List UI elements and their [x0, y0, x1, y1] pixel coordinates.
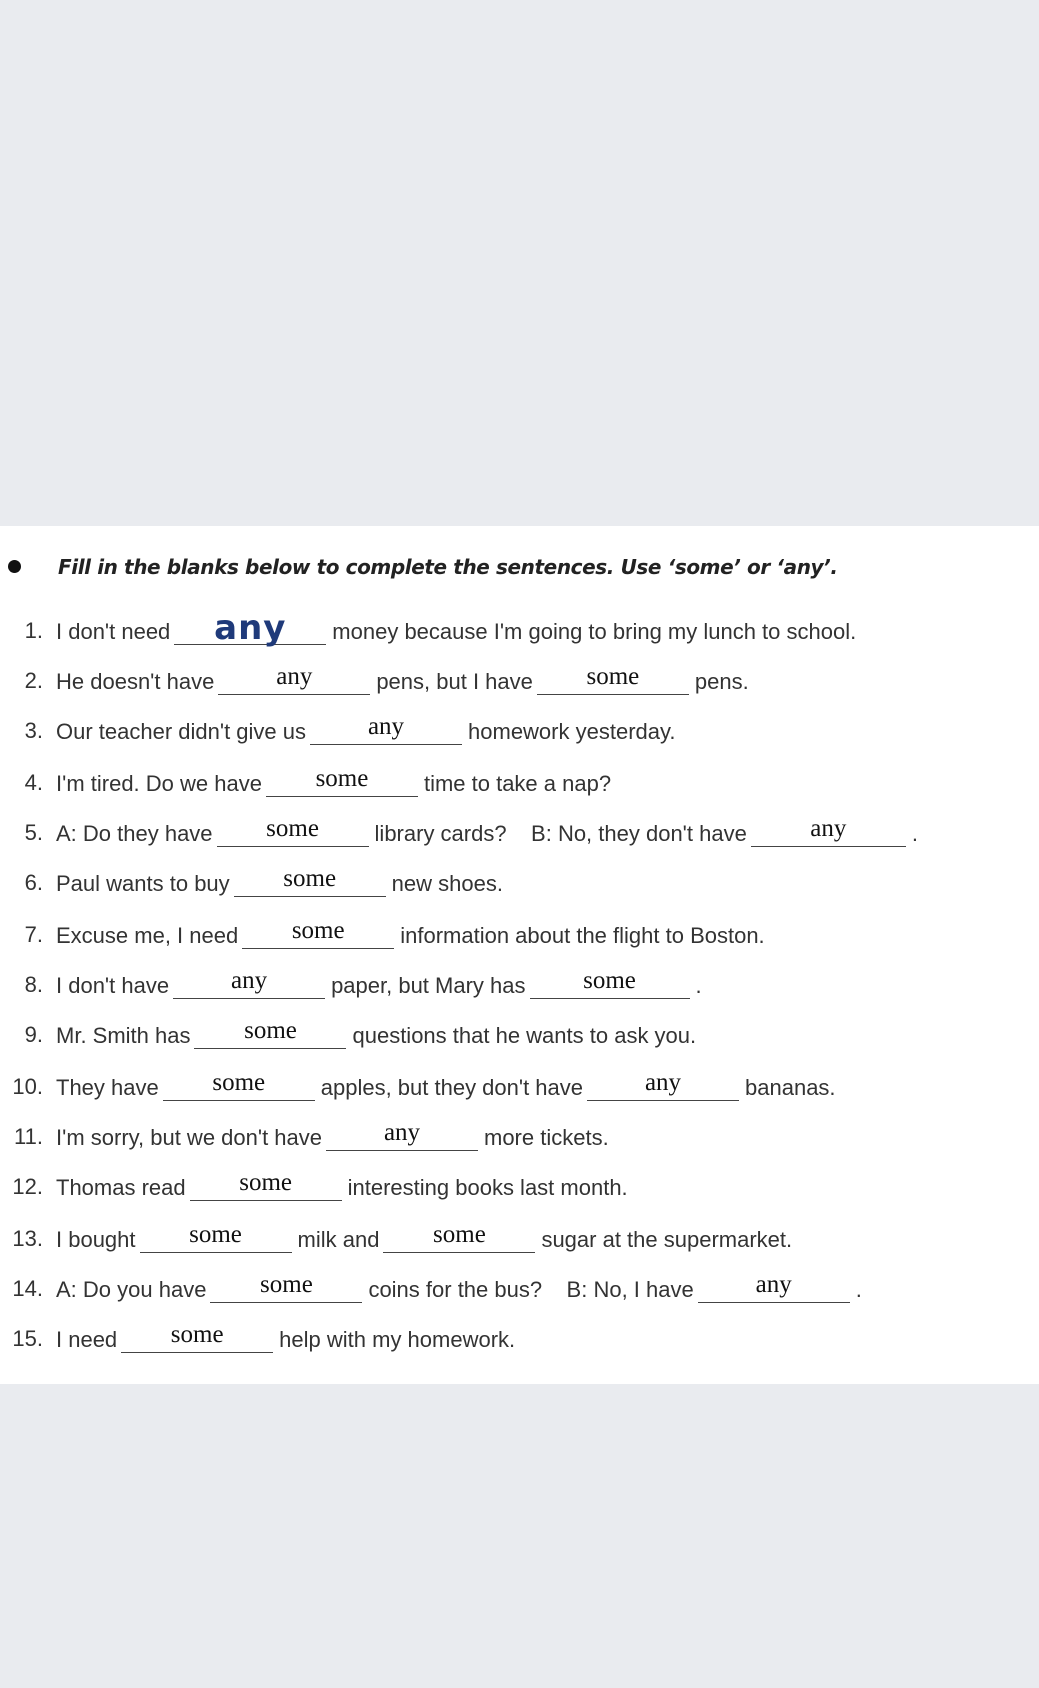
- sentence-number: 3.: [24, 718, 43, 743]
- answer-text: any: [276, 663, 313, 690]
- sentence-row-4: [0, 758, 1039, 798]
- answer-text: some: [586, 663, 640, 690]
- sentence-row-11: [0, 1112, 1039, 1152]
- answer-text: some: [170, 1321, 224, 1348]
- instruction-line: [0, 552, 1000, 582]
- answer-text: any: [214, 608, 287, 648]
- sentence-text: pens.: [694, 669, 749, 694]
- answer-blank[interactable]: [163, 1069, 315, 1101]
- sentence-row-10: [0, 1062, 1039, 1102]
- answer-blank[interactable]: [383, 1221, 535, 1253]
- answer-blank[interactable]: [140, 1221, 292, 1253]
- sentence-row-14: [0, 1264, 1039, 1304]
- sentence-row-6: [0, 858, 1039, 898]
- sentence-text: apples, but they don't have: [320, 1075, 584, 1100]
- sentence-text: .: [911, 821, 918, 846]
- answer-text: any: [644, 1069, 682, 1096]
- sentence-text: Excuse me, I need: [56, 923, 239, 948]
- sentence-row-9: [0, 1010, 1039, 1050]
- answer-blank[interactable]: [310, 713, 462, 745]
- answer-text: some: [260, 1271, 313, 1298]
- answer-text: some: [315, 765, 369, 792]
- sentence-text: milk and: [297, 1227, 380, 1252]
- sentence-text: Our teacher didn't give us: [56, 719, 307, 744]
- answer-text: some: [244, 1017, 297, 1044]
- sentence-row-3: [0, 706, 1039, 746]
- sentence-text: paper, but Mary has: [331, 973, 526, 998]
- sentence-text: help with my homework.: [279, 1327, 516, 1352]
- sentence-text: money because I'm going to bring my lunch to school.: [332, 619, 857, 644]
- sentence-text: more tickets.: [484, 1125, 609, 1150]
- sentence-number: 8.: [24, 972, 43, 997]
- answer-text: some: [189, 1221, 242, 1248]
- sentence-text: A: Do they have: [56, 821, 213, 846]
- sentence-text: homework yesterday.: [468, 719, 676, 744]
- sentence-text: sugar at the supermarket.: [541, 1227, 793, 1252]
- sentence-text: They have: [56, 1075, 159, 1100]
- sentence-text: Thomas read: [56, 1175, 186, 1200]
- worksheet: [0, 526, 1039, 1384]
- answer-blank[interactable]: [587, 1069, 739, 1101]
- sentence-row-7: [0, 910, 1039, 950]
- sentence-text: pens, but I have: [376, 669, 533, 694]
- answer-text: any: [383, 1119, 421, 1146]
- sentence-text: A: Do you have: [56, 1277, 207, 1302]
- answer-text: some: [239, 1169, 293, 1196]
- sentence-text: Mr. Smith has: [56, 1023, 191, 1048]
- answer-text: some: [283, 865, 337, 892]
- sentence-number: 11.: [14, 1124, 43, 1149]
- sentence-text: I don't have: [56, 973, 170, 998]
- answer-blank[interactable]: [210, 1271, 362, 1303]
- sentence-number: 14.: [12, 1276, 43, 1301]
- answer-blank[interactable]: [217, 815, 369, 847]
- answer-blank[interactable]: [530, 967, 690, 999]
- answer-text: some: [433, 1221, 486, 1248]
- sentence-row-12: [0, 1162, 1039, 1202]
- sentence-text: information about the flight to Boston.: [400, 923, 765, 948]
- sentence-text: new shoes.: [391, 871, 503, 896]
- sentence-text: I need: [56, 1327, 118, 1352]
- sentence-row-13: [0, 1214, 1039, 1254]
- sentence-number: 15.: [12, 1326, 43, 1351]
- sentence-text: questions that he wants to ask you.: [352, 1023, 697, 1048]
- answer-text: some: [291, 917, 345, 944]
- bullet-icon: [8, 560, 21, 573]
- sentence-text: library cards? B: No, they don't have: [374, 821, 747, 846]
- sentence-text: Paul wants to buy: [56, 871, 230, 896]
- sentence-number: 13.: [12, 1226, 43, 1251]
- answer-blank[interactable]: [242, 917, 394, 949]
- answer-blank[interactable]: [173, 967, 325, 999]
- answer-text: any: [755, 1271, 792, 1298]
- sentence-number: 12.: [12, 1174, 43, 1199]
- answer-text: some: [266, 815, 319, 842]
- sentence-number: 7.: [24, 922, 43, 947]
- answer-blank[interactable]: [190, 1169, 342, 1201]
- sentence-text: I bought: [56, 1227, 136, 1252]
- sentence-text: time to take a nap?: [423, 771, 612, 796]
- answer-text: some: [583, 967, 636, 994]
- answer-text: any: [367, 713, 405, 740]
- answer-blank[interactable]: [698, 1271, 850, 1303]
- sentence-text: interesting books last month.: [347, 1175, 628, 1200]
- sentence-number: 10.: [12, 1074, 43, 1099]
- sentence-text: He doesn't have: [56, 669, 215, 694]
- sentence-number: 1.: [24, 618, 43, 643]
- sentence-text: I'm tired. Do we have: [56, 771, 262, 796]
- answer-blank[interactable]: [234, 865, 386, 897]
- answer-blank[interactable]: [751, 815, 906, 847]
- sentence-text: I don't need: [56, 619, 171, 644]
- sentence-number: 9.: [24, 1022, 43, 1047]
- answer-text: any: [231, 967, 268, 994]
- sentence-row-15: [0, 1314, 1039, 1354]
- answer-blank[interactable]: [174, 608, 326, 648]
- sentence-number: 6.: [24, 870, 43, 895]
- sentence-number: 2.: [24, 668, 43, 693]
- answer-blank[interactable]: [218, 663, 370, 695]
- sentence-text: bananas.: [745, 1075, 836, 1100]
- sentence-text: .: [855, 1277, 862, 1302]
- answer-blank[interactable]: [326, 1119, 478, 1151]
- instruction-text: Fill in the blanks below to complete the sentences. Use ‘some’ or ‘any’.: [58, 555, 838, 579]
- sentence-row-2: [0, 656, 1039, 696]
- answer-blank[interactable]: [537, 663, 689, 695]
- answer-blank[interactable]: [121, 1321, 273, 1353]
- answer-blank[interactable]: [266, 765, 418, 797]
- sentence-number: 5.: [24, 820, 43, 845]
- answer-blank[interactable]: [194, 1017, 346, 1049]
- sentence-text: coins for the bus? B: No, I have: [368, 1277, 694, 1302]
- sentence-row-1: [0, 606, 1039, 646]
- sentence-number: 4.: [24, 770, 43, 795]
- answer-text: any: [810, 815, 847, 842]
- sentence-text: .: [695, 973, 702, 998]
- answer-text: some: [212, 1069, 266, 1096]
- sentence-row-5: [0, 808, 1039, 848]
- sentence-text: I'm sorry, but we don't have: [56, 1125, 322, 1150]
- sentence-row-8: [0, 960, 1039, 1000]
